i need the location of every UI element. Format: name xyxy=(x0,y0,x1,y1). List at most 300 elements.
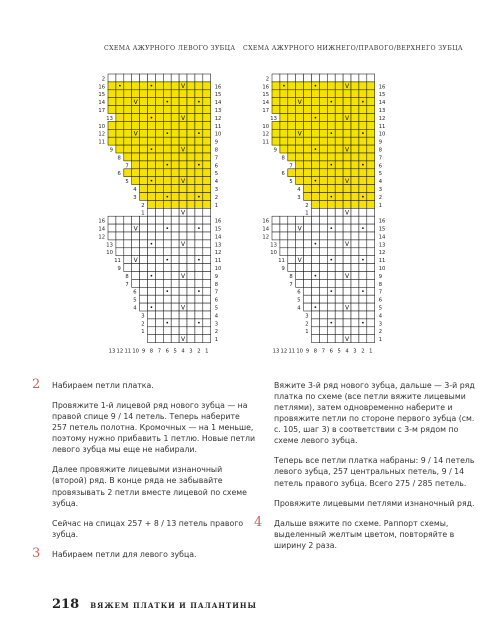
chart-cell xyxy=(116,137,124,145)
chart-cell xyxy=(351,185,359,193)
chart-cell xyxy=(335,287,343,295)
decrease-symbol: V xyxy=(180,178,186,185)
chart-cell xyxy=(171,177,179,185)
row-number-right: 8 xyxy=(214,281,219,288)
chart-cell xyxy=(335,216,343,224)
chart-cell xyxy=(359,82,367,90)
chart-cell xyxy=(288,98,296,106)
chart-cell xyxy=(288,74,296,82)
chart-cell xyxy=(351,224,359,232)
yarn-over-symbol: • xyxy=(313,304,318,312)
chart-cell xyxy=(367,161,375,169)
chart-cell xyxy=(327,272,335,280)
chart-cell xyxy=(116,224,124,232)
row-number-right: 13 xyxy=(214,242,222,249)
chart-cell xyxy=(272,216,280,224)
chart-cell xyxy=(140,303,148,311)
chart-cell xyxy=(335,224,343,232)
chart-cell xyxy=(132,272,140,280)
yarn-over-symbol: • xyxy=(149,178,154,185)
yarn-over-symbol: • xyxy=(329,162,334,170)
chart-cell xyxy=(195,106,203,114)
chart-cell xyxy=(304,248,312,256)
row-number-left: 12 xyxy=(98,234,105,241)
yarn-over-symbol: • xyxy=(313,178,318,185)
chart-cell xyxy=(187,248,195,256)
yarn-over-symbol: • xyxy=(165,225,170,233)
chart-cell xyxy=(343,90,351,98)
chart-cell xyxy=(327,248,335,256)
chart-cell xyxy=(359,121,367,129)
row-number-right: 13 xyxy=(378,108,386,114)
chart-cell xyxy=(351,145,359,153)
chart-cell xyxy=(288,240,296,248)
chart-cell xyxy=(140,248,148,256)
chart-cell xyxy=(327,216,335,224)
chart-cell xyxy=(140,153,148,161)
chart-cell xyxy=(203,287,211,295)
chart-cell xyxy=(163,90,171,98)
yarn-over-symbol: • xyxy=(197,320,201,328)
chart-cell xyxy=(319,193,327,201)
chart-cell xyxy=(148,161,156,169)
chart-cell xyxy=(116,74,124,82)
row-number-left: 16 xyxy=(262,218,269,225)
chart-cell xyxy=(163,264,171,272)
chart-cell xyxy=(163,153,171,161)
yarn-over-symbol: • xyxy=(165,320,170,328)
chart-cell xyxy=(367,224,375,232)
chart-cell xyxy=(319,177,327,185)
chart-cell xyxy=(304,232,312,240)
chart-cell xyxy=(351,74,359,82)
decrease-symbol: V xyxy=(344,146,350,154)
chart-cell xyxy=(108,106,116,114)
chart-cell xyxy=(179,200,187,208)
row-number-left: 8 xyxy=(117,155,121,162)
chart-cell xyxy=(108,98,116,106)
chart-cell xyxy=(296,216,304,224)
chart-cell xyxy=(351,311,359,319)
chart-cell xyxy=(179,287,187,295)
chart-cell xyxy=(312,185,320,193)
row-number-right: 11 xyxy=(378,258,386,265)
column-number: 1 xyxy=(205,348,209,355)
chart-cell xyxy=(359,303,367,311)
row-number-right: 12 xyxy=(214,115,222,122)
chart-cell xyxy=(359,279,367,287)
chart-cell xyxy=(187,90,195,98)
row-number-right: 5 xyxy=(378,305,383,312)
chart-cell xyxy=(187,74,195,82)
chart-cell xyxy=(280,145,288,153)
chart-cell xyxy=(140,74,148,82)
chart-cell xyxy=(272,121,280,129)
chart-cell xyxy=(140,161,148,169)
chart-cell xyxy=(319,90,327,98)
chart-cell xyxy=(359,327,367,335)
chart-cell xyxy=(319,169,327,177)
column-number: 11 xyxy=(124,348,132,355)
chart-cell xyxy=(319,216,327,224)
chart-cell xyxy=(116,248,124,256)
row-number-right: 12 xyxy=(378,250,386,257)
chart-cell xyxy=(187,272,195,280)
chart-cell xyxy=(327,232,335,240)
chart-cell xyxy=(312,264,320,272)
row-number-right: 6 xyxy=(214,297,219,304)
yarn-over-symbol: • xyxy=(329,130,334,138)
chart-cell xyxy=(359,295,367,303)
row-number-left: 10 xyxy=(98,123,105,130)
chart-cell xyxy=(343,295,351,303)
chart-cell xyxy=(155,98,163,106)
chart-cell xyxy=(203,185,211,193)
chart-cell xyxy=(312,74,320,82)
step-2-paragraph: Провяжите 1-й лицевой ряд нового зубца — на правой спице 9 / 14 петель. Теперь наберите 257 петель полотна. Кромочных — на 1 меньше, поэтому нужно прибавить 1 петлю. Новые петли левого зубца мы еще не набирали. xyxy=(52,401,256,455)
yarn-over-symbol: • xyxy=(361,162,365,170)
row-number-left: 16 xyxy=(262,84,269,91)
decrease-symbol: V xyxy=(180,83,186,91)
chart-cell xyxy=(108,232,116,240)
decrease-symbol: V xyxy=(180,304,186,312)
chart-cell xyxy=(335,272,343,280)
chart-cell xyxy=(367,90,375,98)
chart-cell xyxy=(124,106,132,114)
chart-cell xyxy=(312,129,320,137)
column-number: 9 xyxy=(305,348,310,355)
left-diagram-caption: СХЕМА АЖУРНОГО ЛЕВОГО ЗУБЦА xyxy=(104,45,236,52)
row-number-right: 10 xyxy=(214,266,222,272)
row-number-right: 16 xyxy=(214,218,222,225)
chart-cell xyxy=(195,145,203,153)
chart-cell xyxy=(319,129,327,137)
chart-cell xyxy=(359,90,367,98)
row-number-left: 2 xyxy=(265,76,269,83)
row-number-right: 14 xyxy=(214,100,222,107)
chart-cell xyxy=(203,177,211,185)
chart-cell xyxy=(203,137,211,145)
chart-cell xyxy=(148,256,156,264)
chart-cell xyxy=(132,169,140,177)
chart-cell xyxy=(280,232,288,240)
chart-cell xyxy=(351,327,359,335)
chart-cell xyxy=(312,232,320,240)
row-number-right: 5 xyxy=(214,171,219,178)
chart-cell xyxy=(148,279,156,287)
chart-cell xyxy=(187,185,195,193)
chart-cell xyxy=(148,98,156,106)
chart-cell xyxy=(343,98,351,106)
chart-cell xyxy=(359,272,367,280)
chart-cell xyxy=(179,98,187,106)
chart-cell xyxy=(296,137,304,145)
chart-cell xyxy=(187,224,195,232)
row-number-left: 7 xyxy=(125,281,129,288)
yarn-over-symbol: • xyxy=(361,130,365,138)
column-number: 11 xyxy=(288,348,296,355)
page-number: 218 xyxy=(52,597,80,612)
chart-cell xyxy=(195,137,203,145)
chart-cell xyxy=(288,137,296,145)
chart-cell xyxy=(195,74,203,82)
chart-cell xyxy=(304,98,312,106)
chart-cell xyxy=(343,232,351,240)
row-number-right: 4 xyxy=(378,179,383,186)
chart-cell xyxy=(327,82,335,90)
chart-cell xyxy=(272,129,280,137)
chart-cell xyxy=(343,248,351,256)
yarn-over-symbol: • xyxy=(149,241,154,249)
chart-cell xyxy=(312,121,320,129)
chart-cell xyxy=(203,311,211,319)
right-diagram-caption: СХЕМА АЖУРНОГО НИЖНЕГО/ПРАВОГО/ВЕРХНЕГО ЗУБЦА xyxy=(243,45,463,52)
chart-cell xyxy=(179,295,187,303)
chart-cell xyxy=(359,216,367,224)
chart-cell xyxy=(280,224,288,232)
row-number-right: 1 xyxy=(378,337,383,344)
chart-cell xyxy=(148,232,156,240)
left-text-column xyxy=(32,377,257,569)
chart-cell xyxy=(335,145,343,153)
row-number-right: 13 xyxy=(214,108,222,114)
decrease-symbol: V xyxy=(297,99,302,106)
row-number-left: 10 xyxy=(262,123,269,130)
chart-cell xyxy=(155,279,163,287)
chart-cell xyxy=(140,121,148,129)
step-number-3: 3 xyxy=(32,545,41,561)
chart-cell xyxy=(203,90,211,98)
decrease-symbol: V xyxy=(344,83,350,91)
chart-cell xyxy=(343,153,351,161)
chart-cell xyxy=(203,98,211,106)
chart-cell xyxy=(272,224,280,232)
chart-cell xyxy=(148,327,156,335)
chart-cell xyxy=(367,200,375,208)
chart-cell xyxy=(179,106,187,114)
chart-cell xyxy=(148,335,156,343)
chart-cell xyxy=(351,232,359,240)
chart-cell xyxy=(351,153,359,161)
column-number: 13 xyxy=(272,348,280,355)
chart-cell xyxy=(187,335,195,343)
column-number: 10 xyxy=(296,348,303,355)
step-number-2: 2 xyxy=(32,377,41,392)
chart-cell xyxy=(195,208,203,216)
chart-cell xyxy=(179,153,187,161)
chart-cell xyxy=(187,208,195,216)
step-3-paragraph: Теперь все петли платка набраны: 9 / 14 петель левого зубца, 257 центральных петель, 9 / 14 петель правого зубца. Всего 275 / 285 петель. xyxy=(274,456,475,488)
chart-cell xyxy=(351,82,359,90)
chart-cell xyxy=(148,264,156,272)
chart-cell xyxy=(171,82,179,90)
chart-cell xyxy=(124,121,132,129)
chart-cell xyxy=(319,114,327,122)
chart-cell xyxy=(179,169,187,177)
chart-cell xyxy=(203,248,211,256)
chart-cell xyxy=(140,185,148,193)
chart-cell xyxy=(203,161,211,169)
column-number: 6 xyxy=(165,348,169,355)
chart-cell xyxy=(319,295,327,303)
row-number-left: 5 xyxy=(297,297,301,304)
chart-cell xyxy=(351,272,359,280)
chart-cell xyxy=(203,82,211,90)
row-number-left: 14 xyxy=(262,100,269,107)
row-number-right: 2 xyxy=(214,329,219,336)
chart-cell xyxy=(163,240,171,248)
chart-cell xyxy=(312,311,320,319)
chart-cell xyxy=(280,114,288,122)
row-number-left: 9 xyxy=(281,266,285,272)
chart-cell xyxy=(319,240,327,248)
row-number-right: 10 xyxy=(378,131,386,138)
column-number: 4 xyxy=(345,348,349,355)
chart-cell xyxy=(187,193,195,201)
chart-cell xyxy=(272,82,280,90)
chart-cell xyxy=(359,153,367,161)
decrease-symbol: V xyxy=(297,225,302,233)
chart-cell xyxy=(187,153,195,161)
chart-cell xyxy=(132,177,140,185)
row-number-left: 6 xyxy=(281,171,285,178)
chart-cell xyxy=(148,295,156,303)
chart-cell xyxy=(155,74,163,82)
chart-cell xyxy=(116,98,124,106)
chart-cell xyxy=(312,319,320,327)
row-number-right: 12 xyxy=(378,115,386,122)
chart-cell xyxy=(304,121,312,129)
chart-cell xyxy=(335,74,343,82)
chart-cell xyxy=(140,114,148,122)
chart-cell xyxy=(203,169,211,177)
yarn-over-symbol: • xyxy=(313,241,318,249)
chart-cell xyxy=(272,98,280,106)
chart-cell xyxy=(288,90,296,98)
chart-cell xyxy=(272,90,280,98)
chart-cell xyxy=(367,185,375,193)
chart-cell xyxy=(319,335,327,343)
row-number-right: 11 xyxy=(214,123,222,130)
chart-cell xyxy=(343,137,351,145)
chart-cell xyxy=(296,248,304,256)
row-number-left: 15 xyxy=(98,92,105,99)
chart-cell xyxy=(124,114,132,122)
chart-cell xyxy=(195,153,203,161)
row-number-right: 9 xyxy=(378,139,383,146)
right-text-column xyxy=(254,380,479,560)
row-number-left: 9 xyxy=(117,266,121,272)
row-number-right: 16 xyxy=(378,218,386,225)
chart-cell xyxy=(163,335,171,343)
chart-cell xyxy=(335,82,343,90)
decrease-symbol: V xyxy=(180,114,186,122)
chart-cell xyxy=(203,193,211,201)
chart-cell xyxy=(163,272,171,280)
yarn-over-symbol: • xyxy=(197,288,201,296)
row-number-right: 4 xyxy=(214,313,219,320)
chart-cell xyxy=(179,90,187,98)
chart-cell xyxy=(335,232,343,240)
chart-cell xyxy=(359,200,367,208)
chart-cell xyxy=(312,216,320,224)
column-number: 4 xyxy=(181,348,185,355)
row-number-right: 15 xyxy=(378,226,386,233)
chart-cell xyxy=(312,295,320,303)
chart-cell xyxy=(296,82,304,90)
chart-cell xyxy=(312,279,320,287)
chart-cell xyxy=(327,311,335,319)
chart-cell xyxy=(327,137,335,145)
chart-cell xyxy=(108,129,116,137)
chart-cell xyxy=(351,319,359,327)
chart-cell xyxy=(351,137,359,145)
chart-cell xyxy=(140,169,148,177)
chart-cell xyxy=(203,129,211,137)
column-number: 12 xyxy=(116,348,124,355)
chart-cell xyxy=(187,106,195,114)
chart-cell xyxy=(179,248,187,256)
row-number-right: 6 xyxy=(378,297,383,304)
chart-cell xyxy=(367,98,375,106)
row-number-right: 12 xyxy=(214,250,222,257)
row-number-left: 4 xyxy=(133,187,137,193)
chart-cell xyxy=(359,208,367,216)
column-number: 13 xyxy=(108,348,116,355)
row-number-right: 15 xyxy=(214,92,222,99)
chart-cell xyxy=(335,185,343,193)
chart-cell xyxy=(124,248,132,256)
chart-cell xyxy=(359,240,367,248)
chart-cell xyxy=(132,153,140,161)
chart-cell xyxy=(296,90,304,98)
yarn-over-symbol: • xyxy=(361,288,365,296)
chart-cell xyxy=(171,272,179,280)
chart-cell xyxy=(312,200,320,208)
decrease-symbol: V xyxy=(180,146,186,154)
chart-cell xyxy=(155,82,163,90)
chart-cell xyxy=(280,240,288,248)
row-number-left: 15 xyxy=(262,92,269,99)
chart-cell xyxy=(155,177,163,185)
chart-cell xyxy=(367,319,375,327)
yarn-over-symbol: • xyxy=(361,320,365,328)
yarn-over-symbol: • xyxy=(197,225,201,233)
chart-cell xyxy=(280,106,288,114)
column-number: 7 xyxy=(321,348,326,355)
chart-cell xyxy=(171,327,179,335)
chart-cell xyxy=(124,90,132,98)
chart-cell xyxy=(351,177,359,185)
row-number-left: 5 xyxy=(289,179,293,186)
row-number-left: 5 xyxy=(125,179,129,186)
chart-cell xyxy=(343,169,351,177)
chart-cell xyxy=(148,90,156,98)
chart-cell xyxy=(359,335,367,343)
column-number: 1 xyxy=(369,348,373,355)
chart-cell xyxy=(132,121,140,129)
chart-cell xyxy=(335,240,343,248)
decrease-symbol: V xyxy=(344,304,350,312)
chart-cell xyxy=(187,327,195,335)
yarn-over-symbol: • xyxy=(329,225,334,233)
chart-cell xyxy=(319,145,327,153)
chart-cell xyxy=(195,82,203,90)
chart-cell xyxy=(155,90,163,98)
chart-cell xyxy=(343,224,351,232)
row-number-left: 11 xyxy=(278,258,285,265)
decrease-symbol: V xyxy=(344,336,350,343)
